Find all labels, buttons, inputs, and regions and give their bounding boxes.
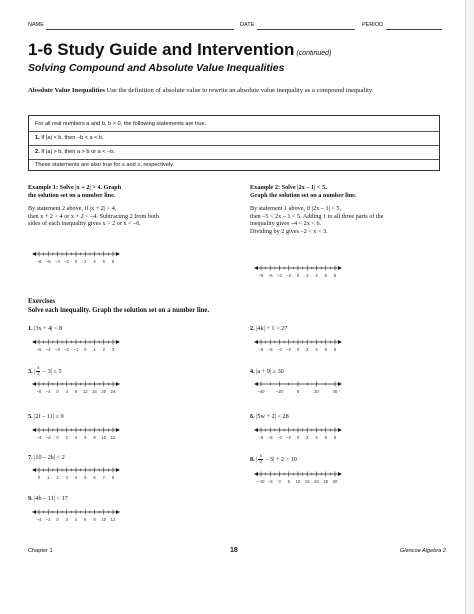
number-line-tick-label: 4 [74, 475, 78, 480]
arrow-left-icon [32, 468, 36, 472]
arrow-left-icon [254, 266, 258, 270]
arrow-left-icon [32, 428, 36, 432]
arrow-left-icon [32, 252, 36, 256]
number-line-tick-label: 20 [314, 389, 319, 394]
exercise-5 [28, 413, 64, 420]
number-line [252, 262, 344, 284]
number-line-tick-label: –2 [286, 273, 292, 278]
example-1-line-2: then x + 2 > 4 or x + 2 < –4. Subtracting 2 from both [28, 212, 159, 220]
lesson-title: 1-6 Study Guide and Intervention [28, 40, 295, 59]
number-line-tick-label: –4 [45, 347, 51, 352]
date-field[interactable] [257, 29, 355, 30]
number-line-tick-label: 2 [65, 517, 68, 522]
number-line [30, 248, 122, 270]
key-concept-box [28, 115, 440, 171]
number-line-tick-label: –4 [36, 435, 42, 440]
arrow-right-icon [116, 510, 120, 514]
number-line-tick-label: –8 [258, 347, 264, 352]
number-line-tick-label: 4 [315, 273, 318, 278]
number-line-tick-label: –5 [267, 479, 273, 484]
number-line-tick-label: 15 [304, 479, 310, 484]
number-line-tick-label: 0 [296, 347, 300, 352]
exercise-number: 3. [28, 367, 33, 375]
number-line-tick-label: 3 [111, 347, 115, 352]
arrow-right-icon [338, 340, 342, 344]
box-line-2 [35, 135, 104, 141]
number-line-tick-label: 0 [56, 435, 59, 440]
number-line-tick-label: 0 [296, 389, 300, 394]
page-number: 18 [230, 547, 238, 554]
number-line-tick-label: –5 [36, 347, 42, 352]
example-1-heading-2: the solution set on a number line. [28, 191, 116, 199]
exercise-4 [250, 368, 284, 375]
number-line-tick-label: 0 [296, 273, 300, 278]
number-line-tick-label: 24 [110, 389, 116, 394]
number-line [252, 378, 344, 400]
number-line-tick-label: 4 [315, 435, 318, 440]
statement-1: If |a| < b, then –b < a < b. [41, 135, 104, 141]
number-line [30, 506, 122, 528]
box-line-4: These statements are also true for ≤ and ≥, respectively. [35, 162, 175, 168]
number-line-tick-label: –40 [257, 389, 265, 394]
number-line [30, 424, 122, 446]
arrow-left-icon [32, 510, 36, 514]
exercise-number: 2. [250, 325, 255, 332]
exercises-instructions: Solve each inequality. Graph the solution set on a number line. [28, 306, 210, 314]
number-line-tick-label: 12 [110, 435, 116, 440]
number-line-tick-label: 8 [333, 347, 337, 352]
statement-2-number: 2. [35, 149, 40, 155]
number-line-tick-label: –4 [277, 273, 282, 278]
name-label: NAME [28, 22, 44, 28]
exercise-number: 9. [28, 495, 33, 502]
number-line-tick-label: 0 [56, 389, 59, 394]
exercise-text: |4k| + 1 > 27 [256, 325, 288, 332]
exercise-7 [28, 454, 65, 461]
exercise-text: |4b – 11| < 17 [34, 495, 68, 502]
number-line-tick-label: 12 [110, 517, 116, 522]
number-line-tick-label: –6 [45, 259, 51, 264]
number-line-tick-label: –4 [45, 389, 51, 394]
box-divider [29, 145, 439, 146]
number-line-tick-label: 10 [101, 517, 107, 522]
number-line-tick-label: 0 [84, 347, 87, 352]
exercise-fraction [258, 454, 263, 465]
number-line-tick-label: 0 [296, 435, 300, 440]
example-1-line-3: sides of each inequality gives x > 2 or x < –6. [28, 220, 141, 228]
number-line-tick-label: 8 [111, 259, 115, 264]
exercise-6 [250, 413, 289, 420]
statement-1-number: 1. [35, 135, 40, 141]
intro-heading: Absolute Value Inequalities [28, 87, 105, 94]
number-line [252, 424, 344, 446]
number-line-tick-label: 0 [278, 479, 281, 484]
exercise-number: 7. [28, 454, 33, 461]
number-line-tick-label: –6 [267, 347, 273, 352]
arrow-right-icon [116, 468, 120, 472]
example-1-line-1: By statement 2 above, if |x + 2| > 4, [28, 205, 117, 213]
number-line-tick-label: 6 [84, 435, 87, 440]
student-info-header [28, 22, 448, 34]
arrow-left-icon [254, 428, 258, 432]
number-line-tick-label: 8 [333, 435, 337, 440]
number-line-tick-label: 1 [93, 347, 96, 352]
exercise-number: 8. [250, 455, 255, 463]
arrow-right-icon [116, 428, 120, 432]
number-line-tick-label: 2 [65, 435, 68, 440]
exercise-text: – 3| ≤ 5 [41, 367, 62, 375]
intro-paragraph [28, 87, 440, 95]
number-line-tick-label: 4 [74, 517, 78, 522]
arrow-right-icon [338, 266, 342, 270]
arrow-right-icon [116, 340, 120, 344]
exercise-text: |a + 9| ≥ 30 [256, 368, 284, 375]
exercise-number: 4. [250, 368, 255, 375]
number-line-tick-label: 12 [82, 389, 88, 394]
exercise-1 [28, 325, 62, 332]
number-line-tick-label: 10 [295, 479, 301, 484]
exercise-9 [28, 495, 68, 502]
number-line [30, 378, 122, 400]
number-line-tick-label: 4 [65, 389, 68, 394]
number-line-tick-label: –2 [64, 347, 70, 352]
arrow-right-icon [116, 252, 120, 256]
intro-text: Use the definition of absolute value to rewrite an absolute value inequality as a compound inequality. [106, 87, 374, 94]
page-title [28, 40, 331, 60]
number-line-tick-label: 16 [92, 389, 97, 394]
exercise-2 [250, 325, 287, 332]
exercise-text: |5w + 2| < 28 [256, 413, 289, 420]
box-divider [29, 131, 439, 132]
arrow-right-icon [338, 472, 342, 476]
number-line-tick-label: 8 [93, 517, 96, 522]
exercise-text: – 5| + 2 > 10 [263, 455, 297, 463]
date-label: DATE [240, 22, 255, 28]
fraction-numerator: s [37, 366, 40, 371]
number-line-tick-label: 10 [101, 435, 107, 440]
number-line-tick-label: –4 [55, 259, 60, 264]
number-line-tick-label: 2 [306, 435, 309, 440]
exercise-8 [250, 454, 297, 465]
number-line-tick-label: –1 [73, 347, 79, 352]
fraction-numerator: x [259, 454, 262, 459]
example-2-line-1: By statement 1 above, if |2x – 1| < 5, [250, 205, 342, 213]
box-line-1: For all real numbers a and b, b > 0, the following statements are true. [35, 121, 207, 127]
arrow-left-icon [32, 340, 36, 344]
exercise-text: |10 – 2k| < 2 [34, 454, 65, 461]
number-line-tick-label: –8 [258, 435, 264, 440]
number-line-tick-label: 1 [47, 475, 50, 480]
number-line-tick-label: 0 [56, 517, 59, 522]
number-line-tick-label: 5 [84, 475, 87, 480]
number-line-tick-label: –20 [276, 389, 283, 394]
page-edge-line [465, 0, 466, 614]
number-line-tick-label: –10 [257, 479, 265, 484]
box-line-3 [35, 149, 115, 155]
exercise-abs-open: | [34, 367, 36, 375]
page-footer [28, 548, 446, 554]
chapter-label: Chapter 1 [28, 548, 53, 554]
number-line [30, 464, 122, 486]
number-line-tick-label: –4 [36, 517, 42, 522]
number-line-tick-label: 2 [84, 259, 87, 264]
book-title: Glencoe Algebra 2 [399, 548, 446, 554]
number-line-tick-label: 4 [93, 259, 96, 264]
number-line-tick-label: 25 [323, 479, 329, 484]
exercise-abs-open: | [256, 455, 258, 463]
arrow-right-icon [116, 382, 120, 386]
statement-2: If |a| > b, then a > b or a < –b. [41, 149, 115, 155]
number-line-tick-label: –4 [277, 435, 282, 440]
number-line-tick-label: 4 [74, 435, 78, 440]
number-line [252, 468, 344, 490]
box-divider [29, 159, 439, 160]
number-line-tick-label: 2 [56, 475, 59, 480]
example-2-line-2: then –5 < 2x – 1 < 5. Adding 1 to all three parts of the [250, 212, 384, 220]
number-line-tick-label: –3 [55, 347, 60, 352]
period-field[interactable] [386, 29, 442, 30]
number-line-tick-label: –2 [286, 435, 292, 440]
exercise-fraction [36, 366, 40, 377]
exercise-text: |2f – 11| ≥ 9 [34, 413, 64, 420]
number-line-tick-label: 2 [306, 273, 309, 278]
example-2-heading: Example 2: Solve |2x – 1| < 5. [250, 184, 327, 191]
number-line-tick-label: 2 [306, 347, 309, 352]
arrow-right-icon [338, 382, 342, 386]
number-line-tick-label: 6 [324, 273, 327, 278]
number-line-tick-label: 40 [332, 389, 338, 394]
fraction-denominator: 2 [259, 460, 262, 465]
example-2-heading-2: Graph the solution set on a number line. [250, 191, 357, 199]
number-line-tick-label: 3 [65, 475, 68, 480]
example-1 [28, 184, 233, 228]
number-line-tick-label: 6 [102, 259, 105, 264]
number-line-tick-label: 6 [324, 347, 327, 352]
arrow-left-icon [254, 472, 258, 476]
exercises-heading: Exercises [28, 298, 56, 305]
arrow-right-icon [338, 428, 342, 432]
number-line-tick-label: –2 [45, 517, 51, 522]
period-label: PERIOD [362, 22, 384, 28]
number-line [30, 336, 122, 358]
number-line-tick-label: 0 [37, 475, 41, 480]
number-line-tick-label: 20 [101, 389, 107, 394]
arrow-left-icon [254, 340, 258, 344]
arrow-left-icon [32, 382, 36, 386]
example-2-line-3: inequality gives –4 < 2x < 6. [250, 220, 322, 228]
number-line-tick-label: –2 [64, 259, 70, 264]
exercise-3 [28, 366, 62, 377]
number-line-tick-label: –8 [258, 273, 264, 278]
number-line-tick-label: 8 [74, 389, 78, 394]
page-subtitle: Solving Compound and Absolute Value Inequalities [28, 62, 285, 74]
number-line-tick-label: 8 [111, 475, 115, 480]
exercise-text: |3x + 4| < 8 [34, 325, 63, 332]
number-line-tick-label: –6 [267, 273, 273, 278]
example-2-line-4: Dividing by 2 gives –2 < x < 3. [250, 227, 328, 235]
exercise-number: 6. [250, 413, 255, 420]
number-line-tick-label: 6 [93, 475, 96, 480]
number-line-tick-label: 8 [333, 273, 337, 278]
exercise-number: 1. [28, 325, 33, 332]
number-line [252, 336, 344, 358]
continued-note: (continued) [296, 50, 332, 57]
number-line-tick-label: –4 [277, 347, 282, 352]
number-line-tick-label: 8 [93, 435, 96, 440]
number-line-tick-label: 6 [324, 435, 327, 440]
arrow-left-icon [254, 382, 258, 386]
page-edge-shadow [466, 0, 474, 614]
number-line-tick-label: 20 [314, 479, 319, 484]
number-line-tick-label: 6 [84, 517, 87, 522]
number-line-tick-label: –8 [36, 259, 42, 264]
number-line-tick-label: 0 [74, 259, 78, 264]
number-line-tick-label: 5 [287, 479, 290, 484]
number-line-tick-label: –8 [36, 389, 42, 394]
exercises-section [28, 298, 209, 315]
number-line-tick-label: –2 [286, 347, 292, 352]
fraction-denominator: 2 [37, 372, 40, 377]
number-line-tick-label: –2 [45, 435, 51, 440]
number-line-tick-label: 7 [102, 475, 105, 480]
number-line-tick-label: –6 [267, 435, 273, 440]
example-1-heading: Example 1: Solve |x + 2| > 4. Graph [28, 184, 122, 191]
exercise-number: 5. [28, 413, 33, 420]
example-2 [250, 184, 450, 236]
number-line-tick-label: 30 [332, 479, 338, 484]
name-field[interactable] [46, 29, 234, 30]
number-line-tick-label: 2 [102, 347, 105, 352]
number-line-tick-label: 4 [315, 347, 318, 352]
